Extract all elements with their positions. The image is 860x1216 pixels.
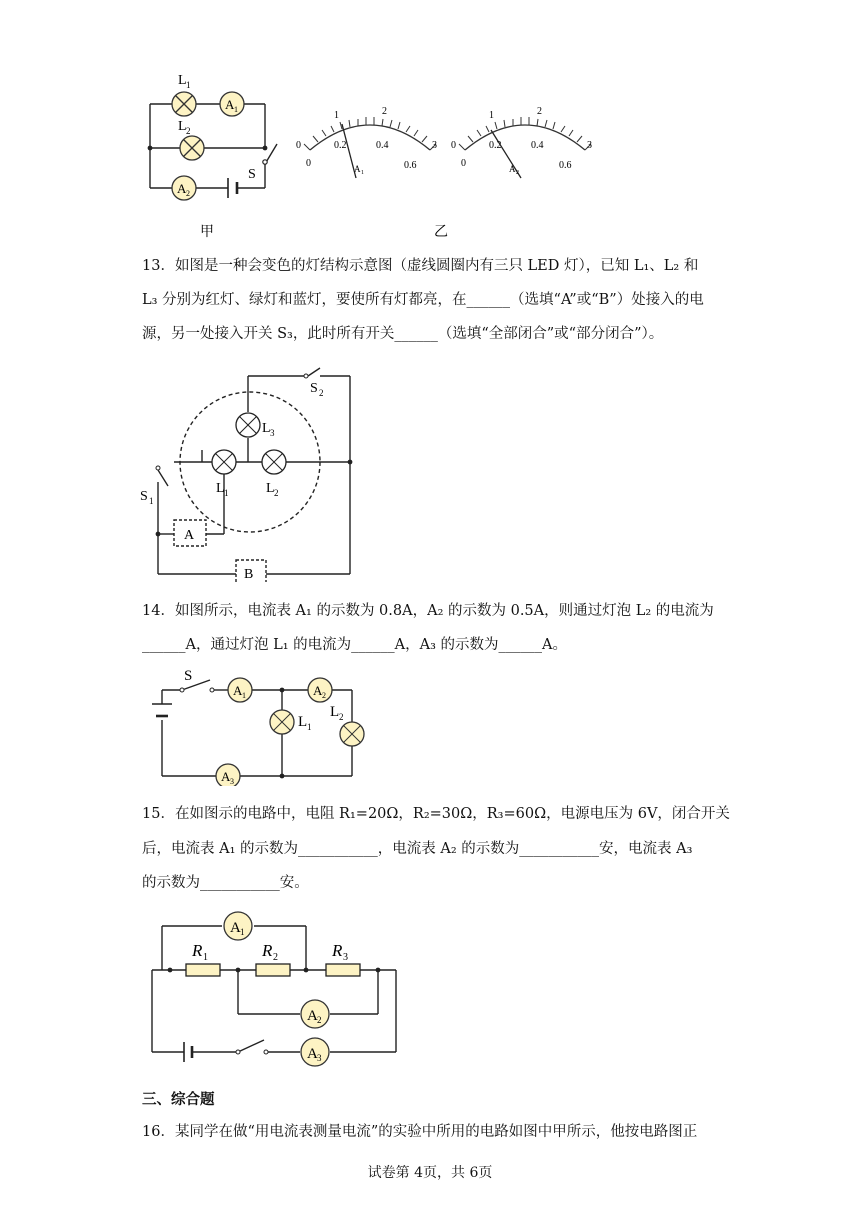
svg-text:0.4: 0.4	[531, 140, 544, 151]
svg-text:0: 0	[306, 158, 311, 169]
svg-text:A: A	[184, 528, 195, 543]
ammeter-a3-q14-icon	[216, 764, 240, 786]
label-yi: 乙	[434, 224, 448, 240]
svg-text:3: 3	[432, 140, 437, 151]
svg-text:1: 1	[489, 110, 494, 121]
q13-line3: 源，另一处接入开关 S₃，此时所有开关______（选填“全部闭合”或“部分闭合”）。	[142, 326, 664, 342]
svg-text:S: S	[310, 381, 318, 396]
label-jia: 甲	[200, 224, 214, 240]
q15-line2: 后，电流表 A₁ 的示数为___________，电流表 A₂ 的示数为___________安，电流表 A₃	[142, 841, 693, 857]
ammeter-a2-q15-icon	[301, 1000, 329, 1028]
svg-text:A: A	[307, 1046, 318, 1062]
svg-text:2: 2	[317, 1015, 322, 1025]
page-footer: 试卷第 4页，共 6页	[367, 1165, 493, 1181]
lamp-l2-q13-icon	[262, 450, 286, 474]
svg-text:1: 1	[234, 105, 238, 114]
svg-text:B: B	[244, 567, 254, 582]
svg-text:1: 1	[186, 80, 191, 90]
ammeter-a2-q14-icon	[308, 678, 332, 702]
svg-text:2: 2	[319, 388, 324, 398]
section-title: 三、综合题	[142, 1092, 215, 1108]
figure-top	[140, 60, 610, 240]
svg-text:A: A	[313, 683, 323, 698]
svg-text:3: 3	[317, 1053, 322, 1063]
svg-text:L: L	[262, 421, 271, 436]
lamp-l2-icon	[180, 136, 204, 160]
svg-text:1: 1	[224, 488, 229, 498]
ammeter-a1-q14-icon	[228, 678, 252, 702]
svg-text:A: A	[307, 1008, 318, 1024]
lamp-l1-q13-icon	[212, 450, 236, 474]
svg-text:3: 3	[343, 952, 348, 963]
svg-text:0.6: 0.6	[559, 160, 572, 171]
q14-line2: ______A，通过灯泡 L₁ 的电流为______A，A₃ 的示数为______A。	[142, 637, 567, 653]
svg-text:A: A	[221, 769, 231, 784]
svg-text:R: R	[262, 941, 273, 960]
ammeter-a1-q15-icon	[224, 912, 252, 940]
ammeter-a1-icon	[220, 92, 244, 116]
svg-text:3: 3	[270, 428, 275, 438]
svg-text:2: 2	[322, 691, 326, 700]
svg-text:1: 1	[334, 110, 339, 121]
svg-text:A: A	[177, 181, 187, 196]
svg-text:1: 1	[149, 496, 154, 506]
svg-text:L: L	[178, 119, 187, 134]
q13-line1: 13．如图是一种会变色的灯结构示意图（虚线圆圈内有三只 LED 灯），已知 L₁、L₂ 和	[142, 258, 699, 274]
q15-line1: 15．在如图示的电路中，电阻 R₁=20Ω，R₂=30Ω，R₃=60Ω，电源电压为 6V，闭合开关	[142, 806, 730, 822]
q14-line1: 14．如图所示，电流表 A₁ 的示数为 0.8A，A₂ 的示数为 0.5A，则通过灯泡 L₂ 的电流为	[142, 603, 714, 619]
svg-text:3: 3	[587, 140, 592, 151]
svg-text:A: A	[230, 920, 241, 936]
svg-text:2: 2	[274, 488, 279, 498]
svg-text:0.2: 0.2	[489, 140, 502, 151]
svg-text:0.4: 0.4	[376, 140, 389, 151]
svg-text:2: 2	[339, 712, 344, 722]
svg-text:2: 2	[537, 106, 542, 117]
svg-text:2: 2	[186, 126, 191, 136]
meter-2-scale	[451, 106, 592, 178]
svg-text:R: R	[332, 941, 343, 960]
q15-line3: 的示数为___________安。	[142, 875, 309, 891]
svg-text:S: S	[140, 489, 148, 504]
svg-text:L: L	[298, 714, 308, 730]
svg-text:1: 1	[203, 952, 208, 963]
svg-text:2: 2	[186, 189, 190, 198]
svg-text:3: 3	[230, 777, 234, 786]
svg-text:0.6: 0.6	[404, 160, 417, 171]
svg-text:1: 1	[242, 691, 246, 700]
svg-text:2: 2	[516, 170, 519, 176]
ammeter-a2-icon	[172, 176, 196, 200]
svg-text:1: 1	[240, 927, 245, 937]
svg-text:1: 1	[361, 170, 364, 176]
svg-text:A: A	[233, 683, 243, 698]
svg-text:A: A	[509, 164, 516, 174]
q16-line1: 16．某同学在做“用电流表测量电流”的实验中所用的电路如图中甲所示，他按电路图正	[142, 1124, 698, 1140]
ammeter-a3-q15-icon	[301, 1038, 329, 1066]
figure-q14	[140, 666, 380, 786]
svg-text:0: 0	[451, 140, 456, 151]
svg-text:0: 0	[296, 140, 301, 151]
svg-text:0.2: 0.2	[334, 140, 347, 151]
svg-text:A: A	[354, 164, 361, 174]
svg-text:2: 2	[273, 952, 278, 963]
svg-text:L: L	[330, 704, 340, 720]
figure-q15	[140, 902, 410, 1072]
svg-text:S: S	[184, 668, 193, 684]
lamp-l1-q14-icon	[270, 710, 294, 734]
lamp-l3-icon	[236, 413, 260, 437]
svg-text:S: S	[248, 167, 256, 182]
svg-text:0: 0	[461, 158, 466, 169]
figure-q13	[140, 362, 370, 582]
svg-text:A: A	[225, 97, 235, 112]
svg-text:2: 2	[382, 106, 387, 117]
svg-text:L: L	[216, 481, 225, 496]
q13-line2: L₃ 分别为红灯、绿灯和蓝灯，要使所有灯都亮，在______（选填“A”或“B”）处接入的电	[142, 292, 704, 308]
meter-1-scale	[296, 106, 437, 178]
svg-text:L: L	[178, 73, 187, 88]
svg-text:R: R	[192, 941, 203, 960]
lamp-l2-q14-icon	[340, 722, 364, 746]
svg-text:L: L	[266, 481, 275, 496]
svg-text:1: 1	[307, 722, 312, 732]
lamp-l1-icon	[172, 92, 196, 116]
circuit-jia	[150, 104, 277, 198]
